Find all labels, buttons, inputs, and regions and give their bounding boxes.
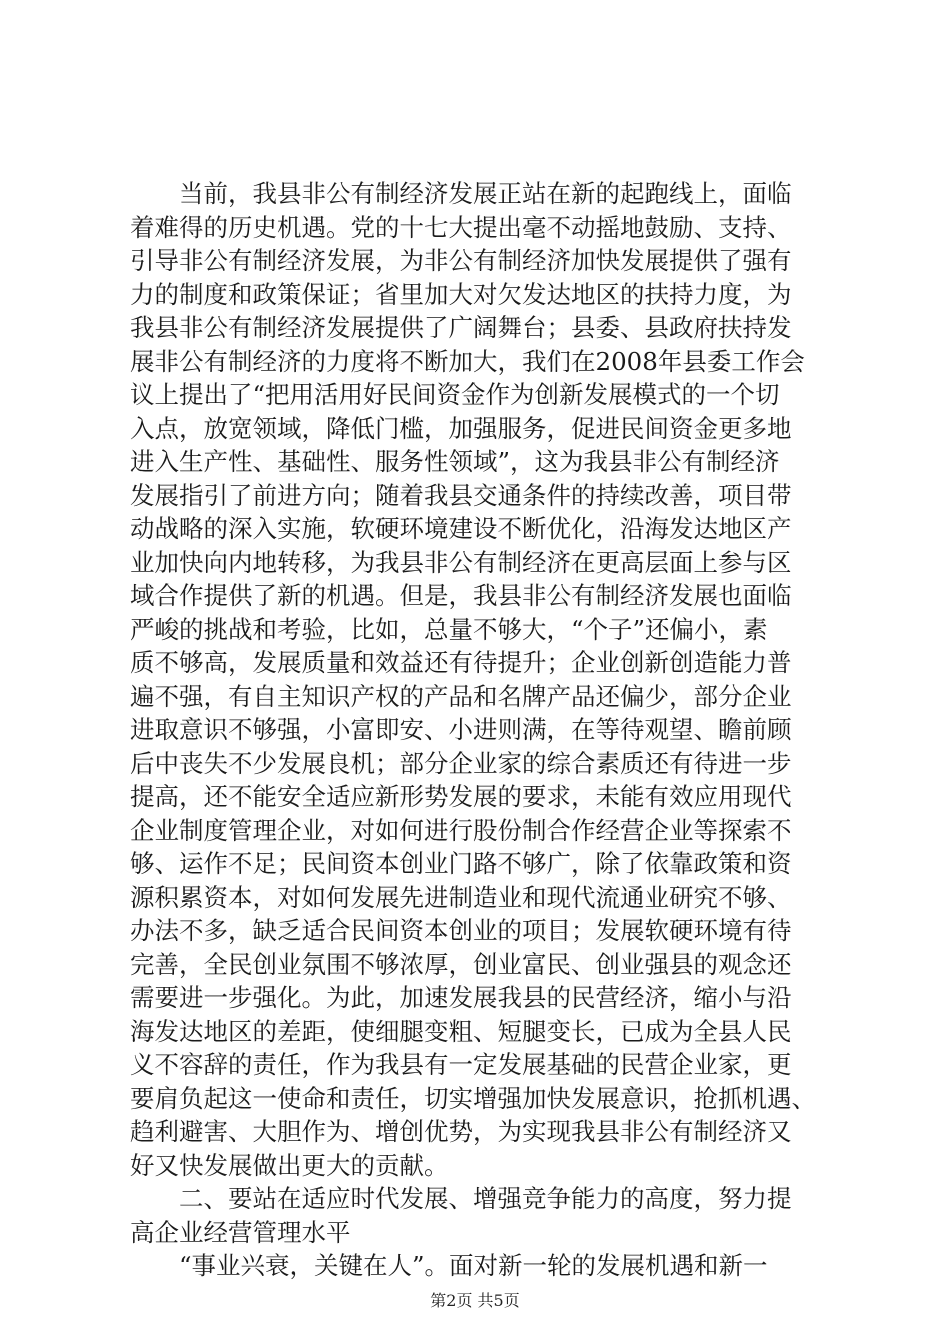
text-line: 趋利避害、大胆作为、增创优势，为实现我县非公有制经济又 (130, 1117, 792, 1146)
text-line: 好又快发展做出更大的贡献。 (130, 1150, 449, 1180)
text-line: 海发达地区的差距，使细腿变粗、短腿变长，已成为全县人民 (130, 1016, 792, 1046)
text-line: 遍不强，有自主知识产权的产品和名牌产品还偏少，部分企业 (130, 681, 792, 711)
text-line: 完善，全民创业氛围不够浓厚，创业富民、创业强县的观念还 (130, 949, 792, 979)
text-line: 着难得的历史机遇。党的十七大提出毫不动摇地鼓励、支持、 (130, 212, 792, 242)
text-line: 后中丧失不少发展良机；部分企业家的综合素质还有待进一步 (130, 748, 792, 778)
text-line: 业加快向内地转移，为我县非公有制经济在更高层面上参与区 (130, 547, 792, 577)
text-line: 够、运作不足；民间资本创业门路不够广，除了依靠政策和资 (130, 849, 792, 878)
text-line: 进入生产性、基础性、服务性领域”，这为我县非公有制经济 (130, 447, 780, 476)
text-line: 域合作提供了新的机遇。但是，我县非公有制经济发展也面临 (130, 581, 792, 610)
text-line: 办法不多，缺乏适合民间资本创业的项目；发展软硬环境有待 (130, 916, 792, 945)
section-heading-line: 二、要站在适应时代发展、增强竞争能力的高度，努力提 (130, 1184, 792, 1213)
text-line: 当前，我县非公有制经济发展正站在新的起跑线上，面临 (130, 179, 792, 208)
text-line: 要肩负起这一使命和责任，切实增强加快发展意识，抢抓机遇、 (130, 1083, 816, 1113)
text-line: 力的制度和政策保证；省里加大对欠发达地区的扶持力度，为 (130, 279, 792, 309)
text-line: 提高，还不能安全适应新形势发展的要求，未能有效应用现代 (130, 782, 792, 811)
text-line: 进取意识不够强，小富即安、小进则满，在等待观望、瞻前顾 (130, 715, 792, 744)
body-text (130, 177, 850, 1283)
text-line: 企业制度管理企业，对如何进行股份制合作经营企业等探索不 (130, 815, 792, 845)
text-line: 入点，放宽领域，降低门槛，加强服务，促进民间资金更多地 (130, 413, 792, 443)
text-line: 我县非公有制经济发展提供了广阔舞台；县委、县政府扶持发 (130, 313, 792, 342)
page-number: 第2页 共5页 (430, 1291, 520, 1310)
text-line: 严峻的挑战和考验，比如，总量不够大，“个子”还偏小，素 (130, 614, 768, 644)
text-line: 动战略的深入实施，软硬环境建设不断优化，沿海发达地区产 (130, 514, 792, 543)
text-line: 质不够高，发展质量和效益还有待提升；企业创新创造能力普 (130, 648, 792, 677)
text-line: 源积累资本，对如何发展先进制造业和现代流通业研究不够、 (130, 882, 792, 912)
text-line: 议上提出了“把用活用好民间资金作为创新发展模式的一个切 (130, 380, 780, 409)
text-line: “事业兴衰，关键在人”。面对新一轮的发展机遇和新一 (130, 1251, 768, 1280)
section-heading-line: 高企业经营管理水平 (130, 1217, 351, 1247)
text-line: 发展指引了前进方向；随着我县交通条件的持续改善，项目带 (130, 480, 792, 510)
text-line: 需要进一步强化。为此，加速发展我县的民营经济，缩小与沿 (130, 983, 792, 1012)
text-line: 引导非公有制经济发展，为非公有制经济加快发展提供了强有 (130, 246, 792, 275)
text-line: 义不容辞的责任，作为我县有一定发展基础的民营企业家，更 (130, 1050, 792, 1079)
text-line: 展非公有制经济的力度将不断加大，我们在2008年县委工作会 (130, 346, 805, 376)
